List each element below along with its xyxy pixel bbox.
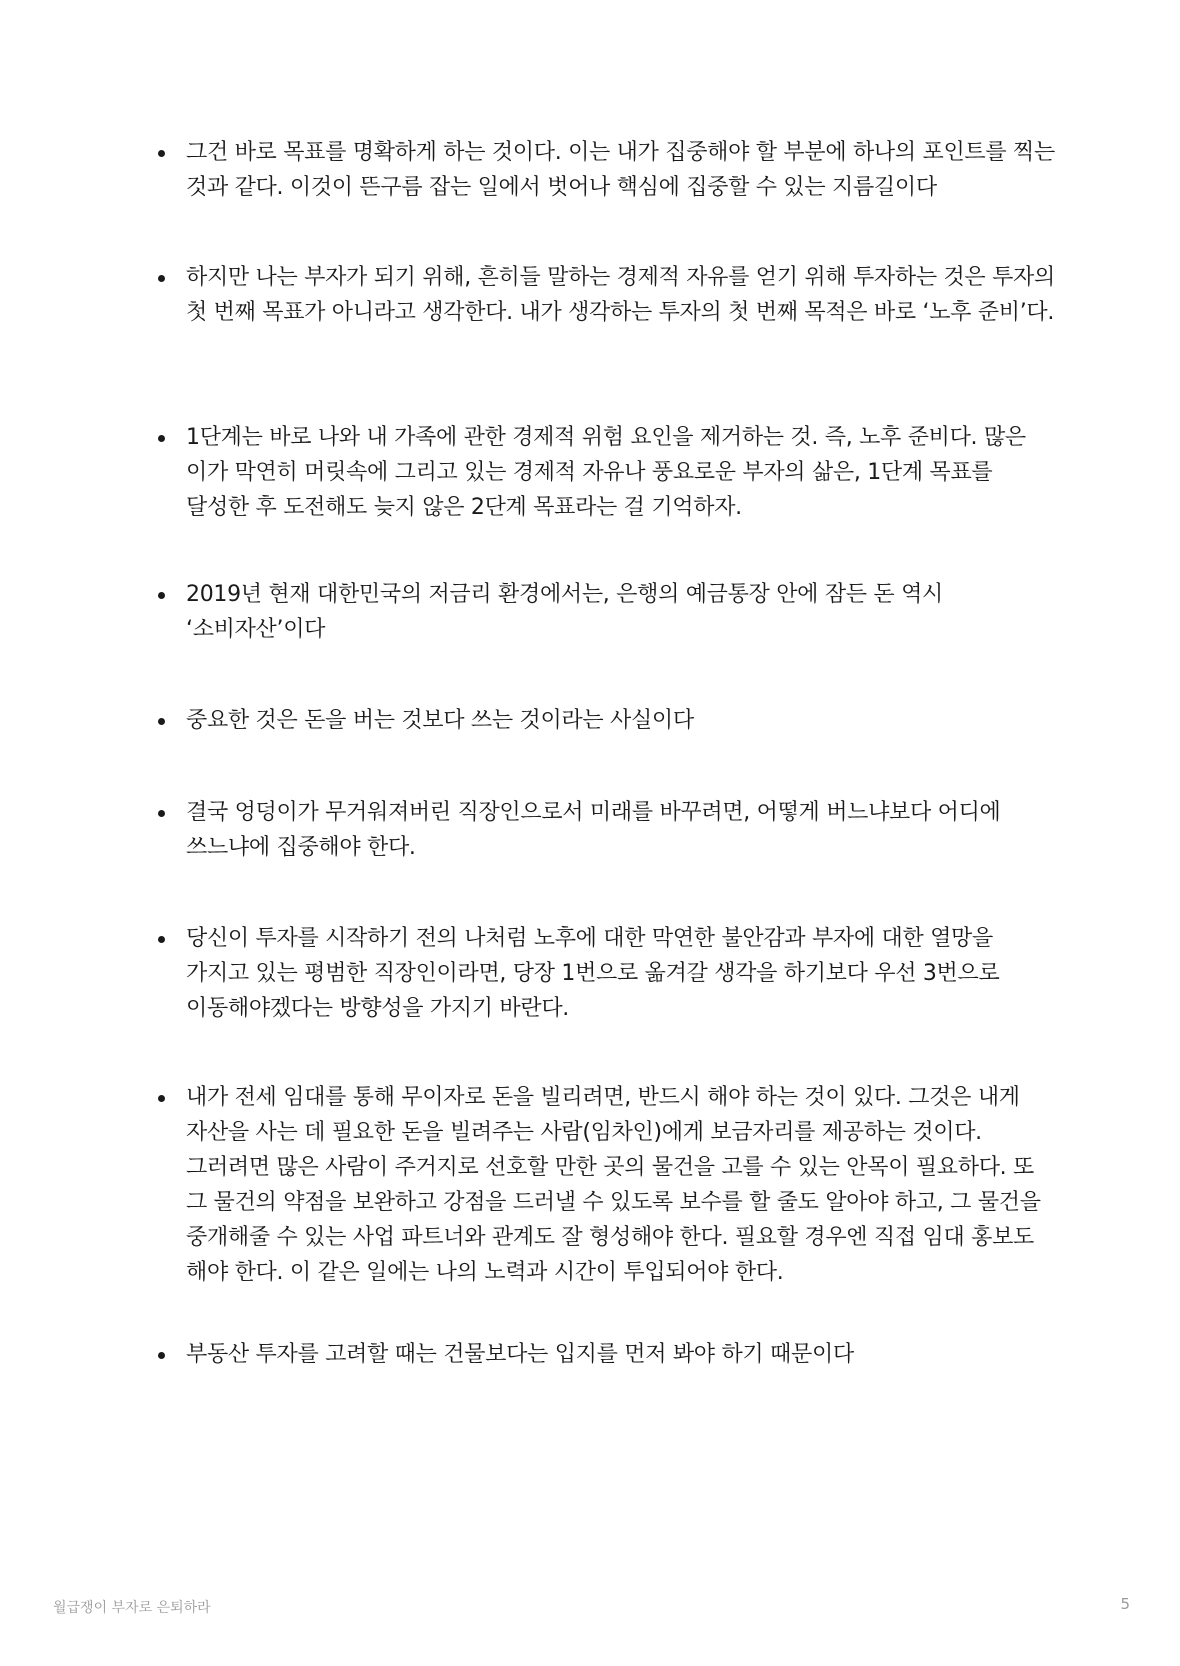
bullet-icon [158,1337,186,1372]
bullet-icon [158,135,186,170]
bullet-icon [158,577,186,612]
list-item-text: 1단계는 바로 나와 내 가족에 관한 경제적 위험 요인을 제거하는 것. 즉, 노후 준비다. 많은 이가 막연히 머릿속에 그리고 있는 경제적 자유나 풍요로운 부자의 삶은, 1단계 목표를 달성한 후 도전해도 늦지 않은 2단계 목표라는 걸 기억하자. [186,425,1026,520]
bullet-icon [158,703,186,738]
list-item-text: 중요한 것은 돈을 버는 것보다 쓰는 것이라는 사실이다 [186,708,694,733]
bullet-icon [158,795,186,830]
footer-page-number: 5 [1120,1595,1130,1613]
list-item-text: 그건 바로 목표를 명확하게 하는 것이다. 이는 내가 집중해야 할 부분에 하나의 포인트를 찍는 것과 같다. 이것이 뜬구름 잡는 일에서 벗어나 핵심에 집중할 수 있는 지름길이다 [186,140,1055,200]
list-item-text: 부동산 투자를 고려할 때는 건물보다는 입지를 먼저 봐야 하기 때문이다 [186,1342,854,1367]
bullet-icon [158,1080,186,1115]
list-item [158,795,1058,865]
bullet-icon [158,420,186,455]
list-item-text: 당신이 투자를 시작하기 전의 나처럼 노후에 대한 막연한 불안감과 부자에 대한 열망을 가지고 있는 평범한 직장인이라면, 당장 1번으로 옮겨갈 생각을 하기보다 우선 3번으로 이동해야겠다는 방향성을 가지기 바란다. [186,926,1000,1021]
bullet-icon [158,921,186,956]
list-item [158,260,1058,330]
list-item-text: 내가 전세 임대를 통해 무이자로 돈을 빌리려면, 반드시 해야 하는 것이 있다. 그것은 내게 자산을 사는 데 필요한 돈을 빌려주는 사람(임차인)에게 보금자리를 제공하는 것이다. 그러려면 많은 사람이 주거지로 선호할 만한 곳의 물건을 고를 수 있는 안목이 필요하다. 또 그 물건의 약점을 보완하고 강점을 드러낼 수 있도록 보수를 할 줄도 알아야 하고, 그 물건을 중개해줄 수 있는 사업 파트너와 관계도 잘 형성해야 한다. 필요할 경우엔 직접 임대 홍보도 해야 한다. 이 같은 일에는 나의 노력과 시간이 투입되어야 한다. [186,1085,1041,1285]
list-item [158,577,1058,647]
bullet-icon [158,260,186,295]
list-item [158,420,1058,525]
list-item-text: 2019년 현재 대한민국의 저금리 환경에서는, 은행의 예금통장 안에 잠든 돈 역시 ‘소비자산’이다 [186,582,943,642]
list-item [158,1337,1058,1372]
list-item-text: 하지만 나는 부자가 되기 위해, 흔히들 말하는 경제적 자유를 얻기 위해 투자하는 것은 투자의 첫 번째 목표가 아니라고 생각한다. 내가 생각하는 투자의 첫 번째 목적은 바로 ‘노후 준비’다. [186,265,1055,325]
footer-book-title: 월급쟁이 부자로 은퇴하라 [53,1600,211,1616]
list-item [158,921,1058,1026]
list-item [158,1080,1058,1290]
list-item-text: 결국 엉덩이가 무거워져버린 직장인으로서 미래를 바꾸려면, 어떻게 버느냐보다 어디에 쓰느냐에 집중해야 한다. [186,800,1001,860]
list-item [158,135,1058,205]
list-item [158,703,1058,738]
